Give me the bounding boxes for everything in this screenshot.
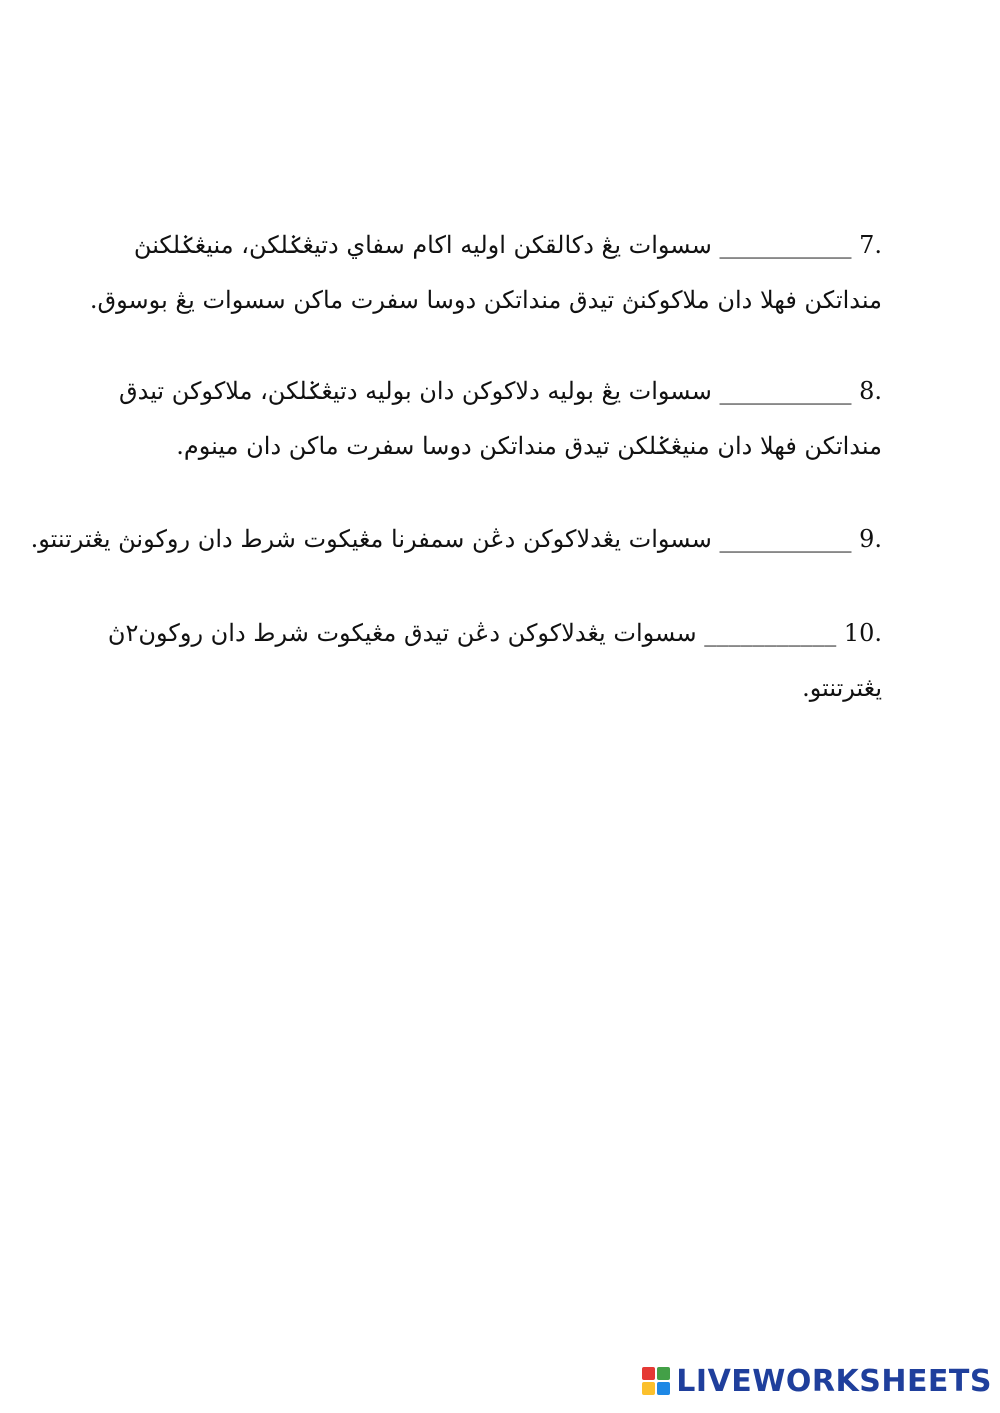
question-7-line-1 [133,218,882,273]
answer-blank[interactable]: ___________ [704,619,837,647]
logo-text: LIVEWORKSHEETS [676,1363,992,1399]
question-number: 9. [859,525,882,553]
logo-square [657,1382,670,1395]
question-7 [89,218,882,328]
question-8-line-1 [118,364,882,419]
logo-square [642,1367,655,1380]
question-number: 10. [843,619,882,647]
question-9-line-1 [30,512,882,567]
question-number: 8. [859,377,882,405]
question-9 [30,512,882,567]
question-text: سسوات يڠ بوليه دلاكوكن دان بوليه دتيڠݢلكن، ملاكوكن تيدق [118,377,712,405]
question-8 [118,364,882,474]
logo-mark-icon [642,1367,670,1395]
question-7-line-2: منداتكن فهلا دان ملاكوكنڽ تيدق منداتكن دوسا سفرت ماكن سسوات يڠ بوسوق. [89,286,882,314]
question-8-line-2: منداتكن فهلا دان منيڠݢلكن تيدق منداتكن دوسا سفرت ماكن دان مينوم. [176,432,882,460]
question-10 [107,606,882,716]
answer-blank[interactable]: ___________ [719,525,852,553]
question-number: 7. [859,231,882,259]
answer-blank[interactable]: ___________ [719,377,852,405]
answer-blank[interactable]: ___________ [719,231,852,259]
question-text: سسوات يڠدلاكوكن دڠن سمفرنا مڠيكوت شرط دان روكونڽ يڠترتنتو. [30,525,712,553]
question-text: سسوات يڠدلاكوكن دڠن تيدق مڠيكوت شرط دان روكون٢ڽ [107,619,697,647]
liveworksheets-logo [642,1359,992,1403]
logo-square [657,1367,670,1380]
question-text: سسوات يڠ دكالقكن اوليه اكام سفاي دتيڠݢلكن، منيڠݢلكنڽ [133,231,712,259]
question-10-line-2: يڠترتنتو. [802,674,882,702]
logo-square [642,1382,655,1395]
question-10-line-1 [107,606,882,661]
